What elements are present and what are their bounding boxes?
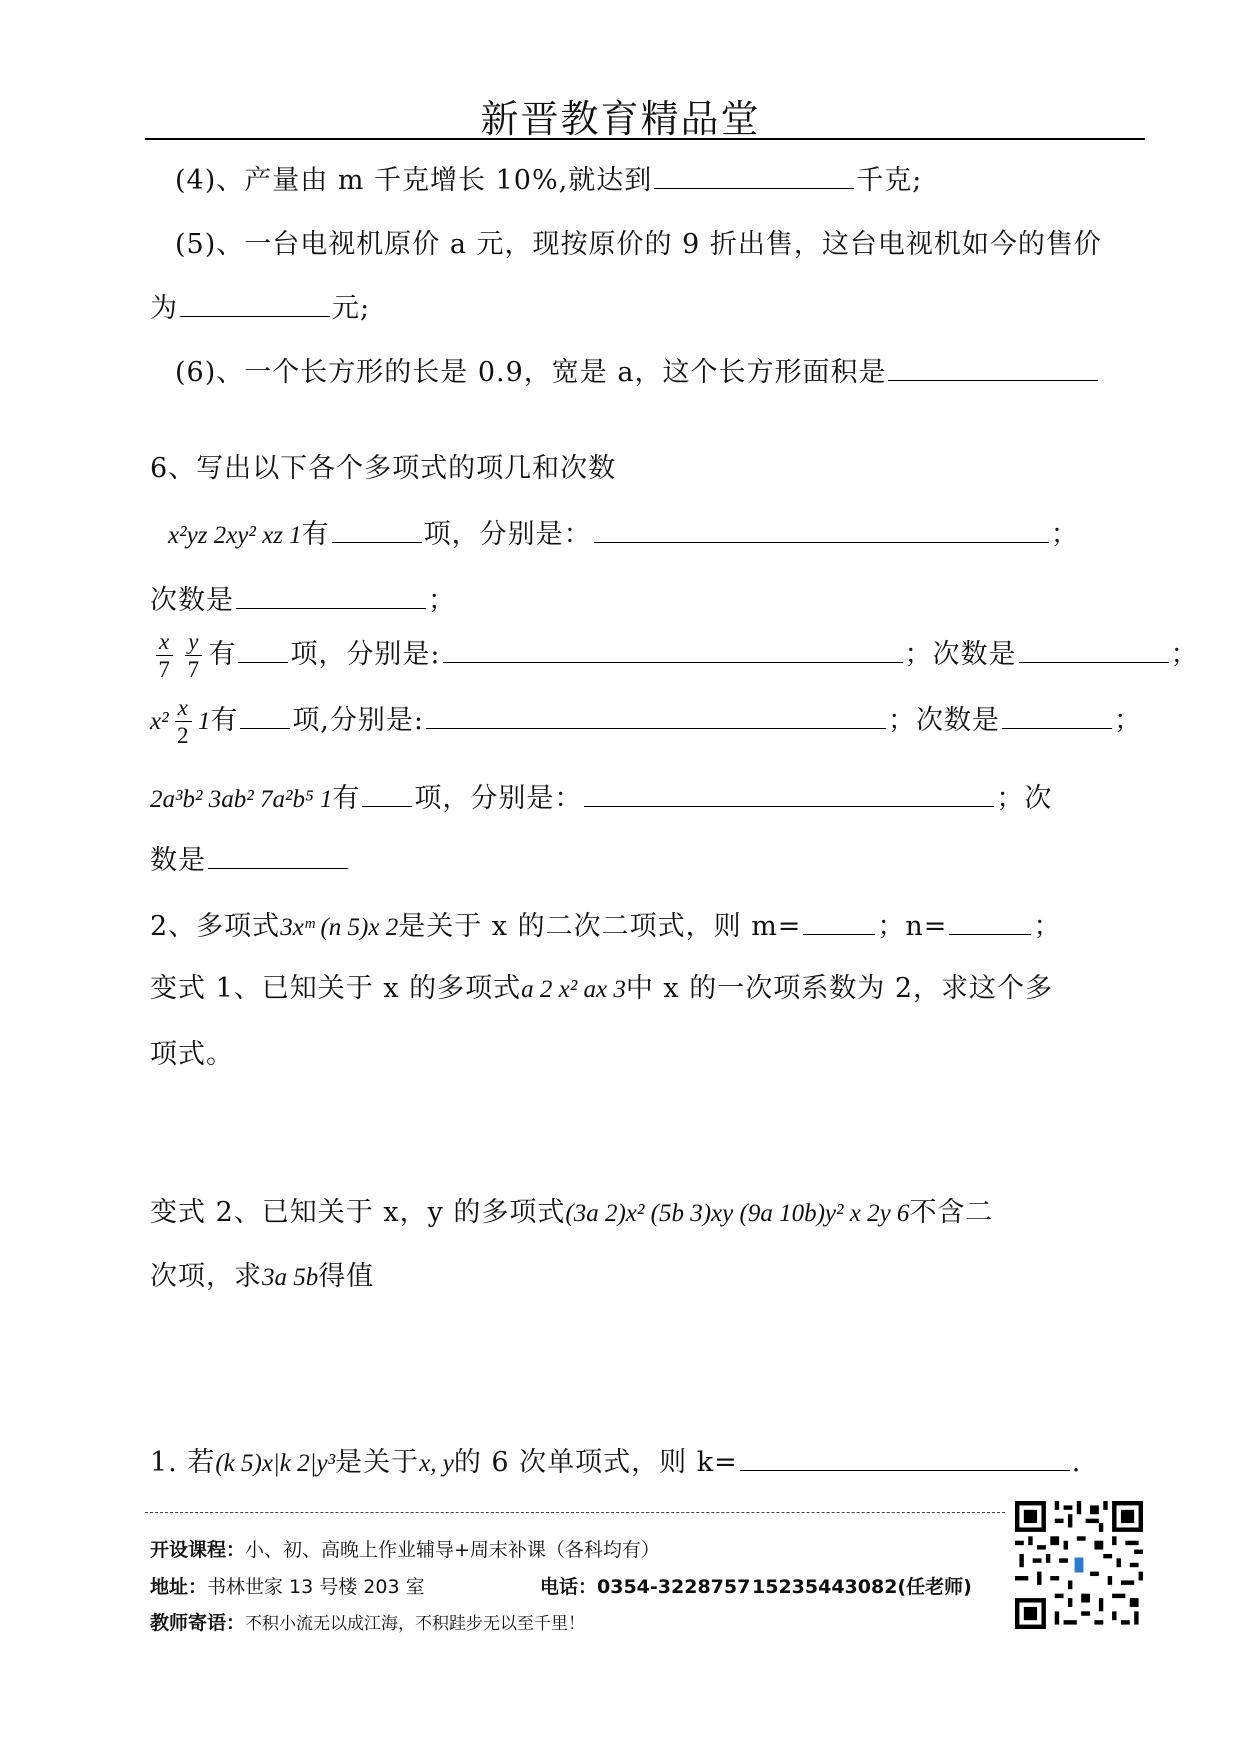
question-1-end: . [1071,1447,1082,1478]
question-4-text: (4)、产量由 m 千克增长 10%,就达到 [175,165,653,196]
question-2-mid: 是关于 x 的二次二项式，则 m= [398,911,802,942]
m-answer-blank [803,933,875,935]
qr-code-icon [1015,1500,1143,1630]
question-2-prefix: 2、多项式 [150,911,281,942]
question-1-expr: (k 5)x|k 2|y³ [215,1450,336,1477]
polynomial-3-terms-label: 项,分别是: [292,705,424,736]
fraction-y-over-7: $\frac{y}{7}$ [185,628,202,683]
polynomial-1-degree [150,578,456,617]
degree-blank [1019,661,1169,663]
variant-2-line2-prefix: 次项，求 [150,1261,262,1292]
question-5-unit: 元; [332,293,371,324]
polynomial-4-degree-label: ；次 [996,783,1053,814]
terms-count-blank [362,805,412,807]
polynomial-4 [150,776,1052,815]
variant-1-line2: 项式。 [150,1039,234,1070]
variant-2-prefix: 变式 2、已知关于 x，y 的多项式 [150,1197,566,1228]
degree-blank [208,867,348,869]
polynomial-1 [168,512,1079,551]
variant-2-line2 [150,1254,374,1293]
polynomial-1-has: 有 [301,519,330,550]
variant-2 [150,1190,993,1229]
terms-blank [594,541,1049,543]
phone-number: 0354-3228757 [597,1576,751,1598]
polynomial-4-terms-label: 项，分别是： [414,783,583,814]
footer-phone [540,1572,750,1599]
polynomial-3-degree-label: ；次数是 [888,705,1000,736]
polynomial-3-has: 有 [210,705,239,736]
n-answer-blank [949,933,1031,935]
footer-courses [150,1535,660,1562]
answer-blank [180,315,330,317]
degree-blank [1002,727,1112,729]
question-4 [175,158,922,197]
question-2-expr: 3xᵐ (n 5)x 2 [280,914,399,941]
polynomial-2 [150,628,1199,683]
question-2-end: ； [1033,911,1062,942]
terms-blank [426,727,886,729]
variant-1-prefix: 变式 1、已知关于 x 的多项式 [150,973,522,1004]
polynomial-4-expr: 2a³b² 3ab² 7a²b⁵ 1 [150,786,333,813]
polynomial-2-terms-label: 项，分别是: [290,639,441,670]
question-1 [150,1440,1081,1479]
answer-blank [888,379,1098,381]
question-5-text: (5)、一台电视机原价 a 元，现按原价的 9 折出售，这台电视机如今的售价 [175,229,1102,260]
polynomial-4-has: 有 [332,783,361,814]
polynomial-1-terms-label: 项，分别是： [423,519,592,550]
question-5-line2 [150,286,370,325]
motto-label: 教师寄语： [150,1612,246,1634]
polynomial-3 [150,694,1142,749]
question-1-vars: x, y [419,1450,454,1477]
k-answer-blank [740,1469,1070,1471]
header-divider [145,138,1145,140]
polynomial-3-end: ； [1114,705,1142,736]
terms-count-blank [238,661,288,663]
polynomial-2-end: ； [1170,639,1199,670]
variant-2-line2-expr: 3a 5b [262,1264,319,1291]
footer-divider [145,1512,1005,1513]
question-5-prefix: 为 [150,293,178,324]
question-1-prefix: 1. 若 [150,1447,216,1478]
question-4-unit: 千克; [856,165,923,196]
section-6-heading: 6、写出以下各个多项式的项几和次数 [150,453,617,484]
phone-label: 电话： [540,1576,598,1598]
terms-count-blank [332,541,422,543]
courses-label: 开设课程： [150,1539,246,1561]
polynomial-1-degree-end: ； [428,585,456,616]
polynomial-3-tail: 1 [197,708,211,735]
question-2-sep: ；n= [877,911,948,942]
page-title: 新晋教育精品堂 [480,97,761,141]
polynomial-2-degree-label: ；次数是 [904,639,1017,670]
polynomial-1-expr: x²yz 2xy² xz 1 [168,522,302,549]
degree-blank [236,607,426,609]
variant-1-mid: 中 x 的一次项系数为 2，求这个多 [625,973,1053,1004]
polynomial-2-has: 有 [208,639,237,670]
polynomial-1-end: ； [1050,519,1079,550]
variant-1-expr: a 2 x² ax 3 [521,976,626,1003]
motto-text: 不积小流无以成江海，不积跬步无以至千里！ [245,1614,586,1634]
footer-motto [150,1608,585,1635]
polynomial-1-degree-label: 次数是 [150,585,234,616]
footer-mobile [752,1572,972,1599]
question-6 [175,350,1100,389]
fraction-x-over-7: $\frac{x}{7}$ [156,628,173,683]
question-1-mid: 是关于 [335,1447,420,1478]
question-1-mid2: 的 6 次单项式，则 k= [453,1447,738,1478]
footer-address [150,1572,425,1599]
variant-2-expr: (3a 2)x² (5b 3)xy (9a 10b)y² x 2y 6 [565,1200,910,1227]
mobile-number: 15235443082(任老师) [752,1576,972,1598]
terms-blank [443,661,903,663]
address-text: 书林世家 13 号楼 203 室 [207,1576,425,1598]
terms-blank [584,805,994,807]
variant-2-line2-end: 得值 [318,1261,375,1292]
question-6-text: (6)、一个长方形的长是 0.9，宽是 a，这个长方形面积是 [175,357,887,388]
fraction-x-over-2: $\frac{x}{2}$ [175,694,192,749]
variant-2-mid: 不含二 [909,1197,994,1228]
polynomial-4-degree [150,838,350,877]
polynomial-4-degree-label2: 数是 [150,845,206,876]
question-2 [150,904,1061,943]
courses-text: 小、初、高晚上作业辅导+周末补课（各科均有） [245,1539,660,1561]
variant-1 [150,966,1053,1005]
terms-count-blank [240,727,290,729]
answer-blank [654,187,854,189]
address-label: 地址： [150,1576,208,1598]
polynomial-3-expr: x² [150,708,169,735]
